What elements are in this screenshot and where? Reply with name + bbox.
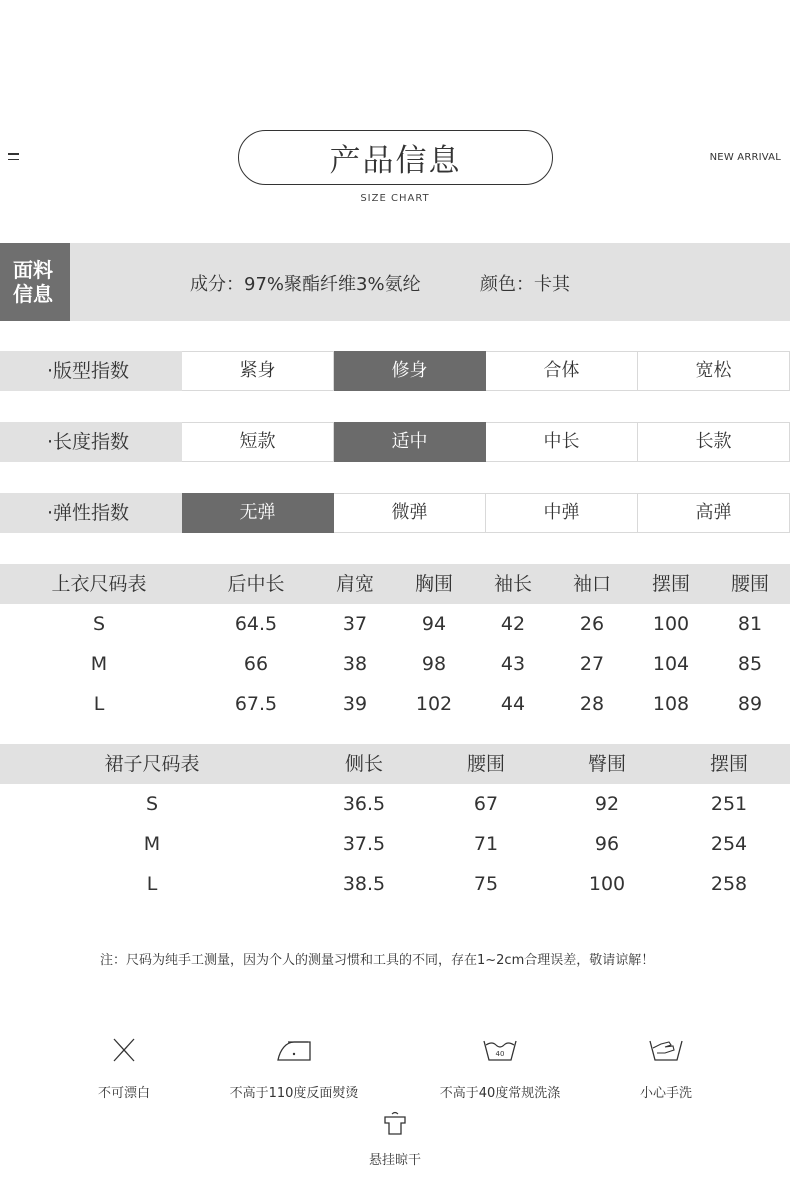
- care-label: 悬挂晾干: [368, 1153, 421, 1168]
- fabric-color: 颜色：卡其: [480, 274, 570, 295]
- care-label: 不高于110度反面熨烫: [229, 1086, 359, 1101]
- care-item: [34, 1036, 214, 1101]
- table-row: [0, 824, 790, 864]
- table-header-row: [0, 744, 790, 784]
- iron-icon: [274, 1036, 314, 1064]
- hand-wash-icon: [647, 1036, 685, 1064]
- table-cell: 42: [500, 613, 526, 635]
- table-cell: M: [90, 653, 108, 675]
- menu-lines-icon: [8, 153, 19, 162]
- index-option: 宽松: [638, 351, 790, 391]
- table-header-cell: 后中长: [227, 573, 285, 595]
- table-cell: 37.5: [342, 833, 386, 855]
- table-cell: S: [145, 793, 159, 815]
- index-option: 短款: [182, 422, 334, 462]
- table-cell: 26: [579, 613, 605, 635]
- table-cell: 75: [473, 873, 499, 895]
- table-cell: L: [93, 693, 105, 715]
- table-cell: 67.5: [234, 693, 278, 715]
- table-cell: 85: [737, 653, 763, 675]
- table-header-cell: 摆围: [651, 573, 691, 595]
- table-cell: 27: [579, 653, 605, 675]
- index-option: 合体: [486, 351, 638, 391]
- table-cell: 251: [710, 793, 748, 815]
- svg-text:40: 40: [495, 1050, 505, 1058]
- table-header-cell: 袖口: [572, 573, 612, 595]
- table-cell: L: [146, 873, 158, 895]
- index-name: ·版型指数: [0, 351, 182, 391]
- care-item: [576, 1036, 756, 1101]
- table-cell: 100: [652, 613, 690, 635]
- care-label: 小心手洗: [639, 1086, 692, 1101]
- new-arrival-tag: NEW ARRIVAL: [709, 152, 781, 163]
- table-header-cell: 腰围: [730, 573, 770, 595]
- table-header-cell: 臀围: [587, 753, 627, 775]
- care-item: [204, 1036, 384, 1101]
- fabric-info-bar: [0, 243, 790, 321]
- no-bleach-icon: [111, 1036, 137, 1064]
- table-cell: 104: [652, 653, 690, 675]
- index-option: 修身: [334, 351, 486, 391]
- table-cell: 36.5: [342, 793, 386, 815]
- care-item: [410, 1036, 590, 1101]
- table-row: [0, 864, 790, 904]
- elasticity-index-row: [0, 493, 790, 533]
- table-header-cell: 袖长: [493, 573, 533, 595]
- table-cell: 258: [710, 873, 748, 895]
- table-row: [0, 784, 790, 824]
- index-option: 紧身: [182, 351, 334, 391]
- table-row: [0, 684, 790, 724]
- care-label: 不高于40度常规洗涤: [439, 1086, 561, 1101]
- index-option: 适中: [334, 422, 486, 462]
- subtitle: SIZE CHART: [360, 193, 430, 204]
- table-cell: 43: [500, 653, 526, 675]
- title-pill: [238, 130, 553, 185]
- table-header-row: [0, 564, 790, 604]
- table-cell: 96: [594, 833, 620, 855]
- fit-index-row: [0, 351, 790, 391]
- table-cell: 37: [342, 613, 368, 635]
- table-cell: 102: [415, 693, 453, 715]
- table-header-cell: 上衣尺码表: [51, 573, 147, 595]
- table-header-cell: 腰围: [466, 753, 506, 775]
- table-cell: 64.5: [234, 613, 278, 635]
- table-header-cell: 裙子尺码表: [104, 753, 200, 775]
- index-option: 中弹: [486, 493, 638, 533]
- skirt-size-table: [0, 744, 790, 904]
- table-cell: 254: [710, 833, 748, 855]
- index-name: ·长度指数: [0, 422, 182, 462]
- table-cell: 66: [243, 653, 269, 675]
- top-size-table: [0, 564, 790, 724]
- fabric-composition: 成分：97%聚酯纤维3%氨纶: [190, 274, 421, 295]
- table-cell: 71: [473, 833, 499, 855]
- table-cell: 28: [579, 693, 605, 715]
- wash-40-icon: [481, 1036, 519, 1064]
- table-cell: 67: [473, 793, 499, 815]
- index-option: 中长: [486, 422, 638, 462]
- table-cell: 89: [737, 693, 763, 715]
- table-cell: M: [143, 833, 161, 855]
- table-cell: 81: [737, 613, 763, 635]
- measurement-note: 注：尺码为纯手工测量，因为个人的测量习惯和工具的不同，存在1~2cm合理误差，敬请谅解！: [100, 953, 655, 968]
- care-item: [305, 1110, 485, 1168]
- hang-dry-icon: [382, 1110, 408, 1136]
- index-name: ·弹性指数: [0, 493, 182, 533]
- table-cell: 92: [594, 793, 620, 815]
- table-cell: 38.5: [342, 873, 386, 895]
- index-option: 无弹: [182, 493, 334, 533]
- table-row: [0, 644, 790, 684]
- fabric-label: 面料 信息: [0, 243, 70, 321]
- table-cell: 44: [500, 693, 526, 715]
- table-header-cell: 肩宽: [335, 573, 375, 595]
- index-option: 微弹: [334, 493, 486, 533]
- length-index-row: [0, 422, 790, 462]
- table-header-cell: 摆围: [709, 753, 749, 775]
- table-header-cell: 胸围: [414, 573, 454, 595]
- index-option: 长款: [638, 422, 790, 462]
- index-option: 高弹: [638, 493, 790, 533]
- table-cell: 39: [342, 693, 368, 715]
- table-cell: S: [92, 613, 106, 635]
- table-cell: 100: [588, 873, 626, 895]
- table-cell: 98: [421, 653, 447, 675]
- care-label: 不可漂白: [97, 1086, 150, 1101]
- table-cell: 108: [652, 693, 690, 715]
- table-header-cell: 侧长: [344, 753, 384, 775]
- table-row: [0, 604, 790, 644]
- page-title: 产品信息: [329, 143, 462, 179]
- table-cell: 94: [421, 613, 447, 635]
- table-cell: 38: [342, 653, 368, 675]
